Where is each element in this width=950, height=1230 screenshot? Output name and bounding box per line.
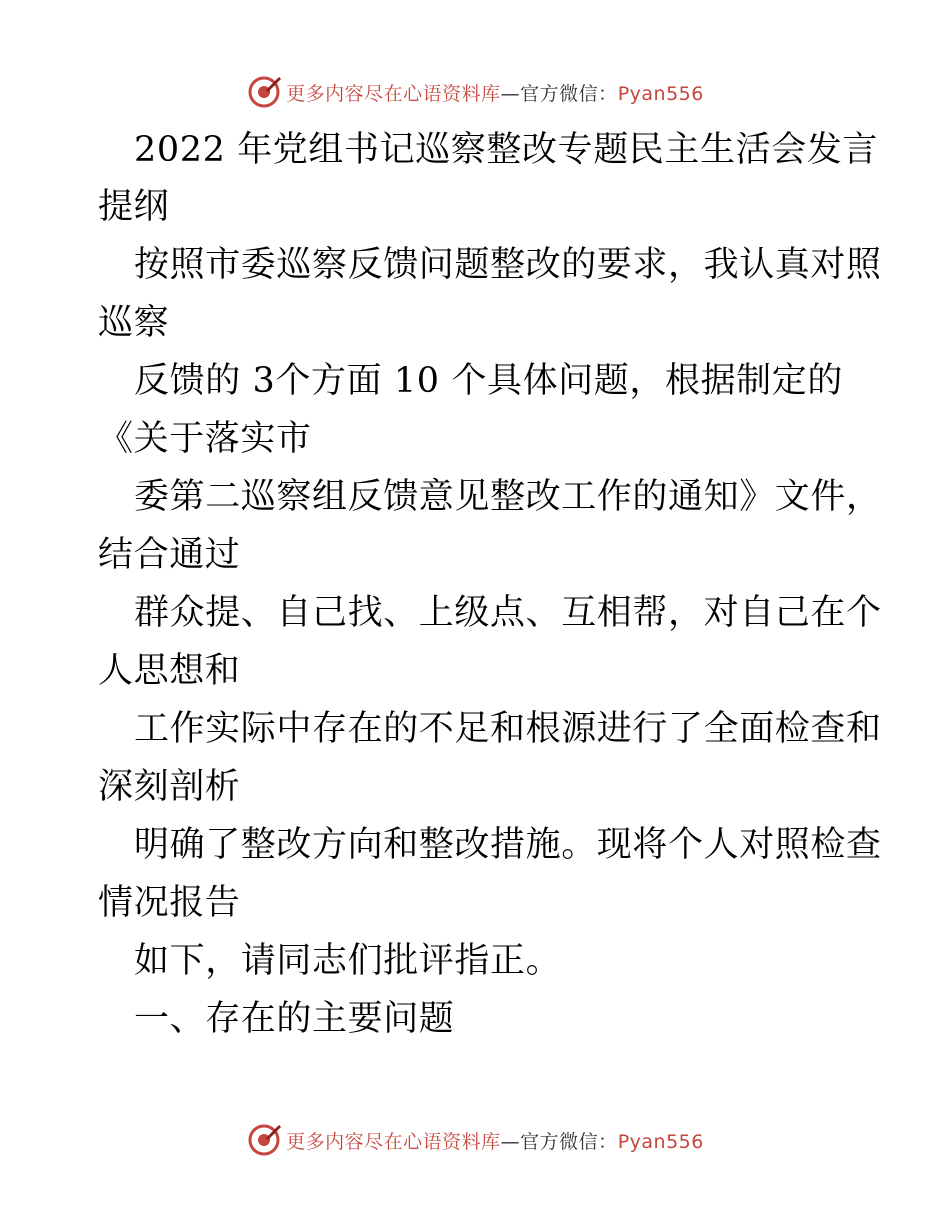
watermark-text: 更多内容尽在心语资料库 xyxy=(286,1130,501,1153)
document-title-line-2: 提纲 xyxy=(98,187,170,227)
paragraph-line: 委第二巡察组反馈意见整改工作的通知》文件， xyxy=(134,477,882,517)
paragraph-line: 情况报告 xyxy=(98,883,241,923)
wechat-id: Pyan556 xyxy=(617,1130,704,1153)
paragraph-line: 按照市委巡察反馈问题整改的要求，我认真对照 xyxy=(134,245,882,285)
paragraph-line: 人思想和 xyxy=(98,651,241,691)
paragraph-line: 如下，请同志们批评指正。 xyxy=(134,941,562,981)
paragraph-line: 明确了整改方向和整改措施。现将个人对照检查 xyxy=(134,825,882,865)
wechat-label: 官方微信： xyxy=(520,82,618,105)
watermark-separator: — xyxy=(500,1130,521,1153)
paragraph-line: 群众提、自己找、上级点、互相帮，对自己在个 xyxy=(134,593,882,633)
paragraph-line: 巡察 xyxy=(98,303,170,343)
paragraph-line: 《关于落实市 xyxy=(98,419,312,459)
paragraph-line: 结合通过 xyxy=(98,535,241,575)
paragraph-line: 工作实际中存在的不足和根源进行了全面检查和 xyxy=(134,709,882,749)
section-heading: 一、存在的主要问题 xyxy=(134,999,455,1039)
watermark-footer xyxy=(0,1120,950,1160)
document-title-line-1: 2022 年党组书记巡察整改专题民主生活会发言 xyxy=(134,130,878,170)
watermark-separator: — xyxy=(500,82,521,105)
wechat-id: Pyan556 xyxy=(617,82,704,105)
watermark-text: 更多内容尽在心语资料库 xyxy=(286,82,501,105)
pen-logo-icon xyxy=(246,1122,282,1158)
paragraph-line: 深刻剖析 xyxy=(98,767,241,807)
paragraph-line: 反馈的 3个方面 10 个具体问题，根据制定的 xyxy=(134,361,843,401)
wechat-label: 官方微信： xyxy=(520,1130,618,1153)
